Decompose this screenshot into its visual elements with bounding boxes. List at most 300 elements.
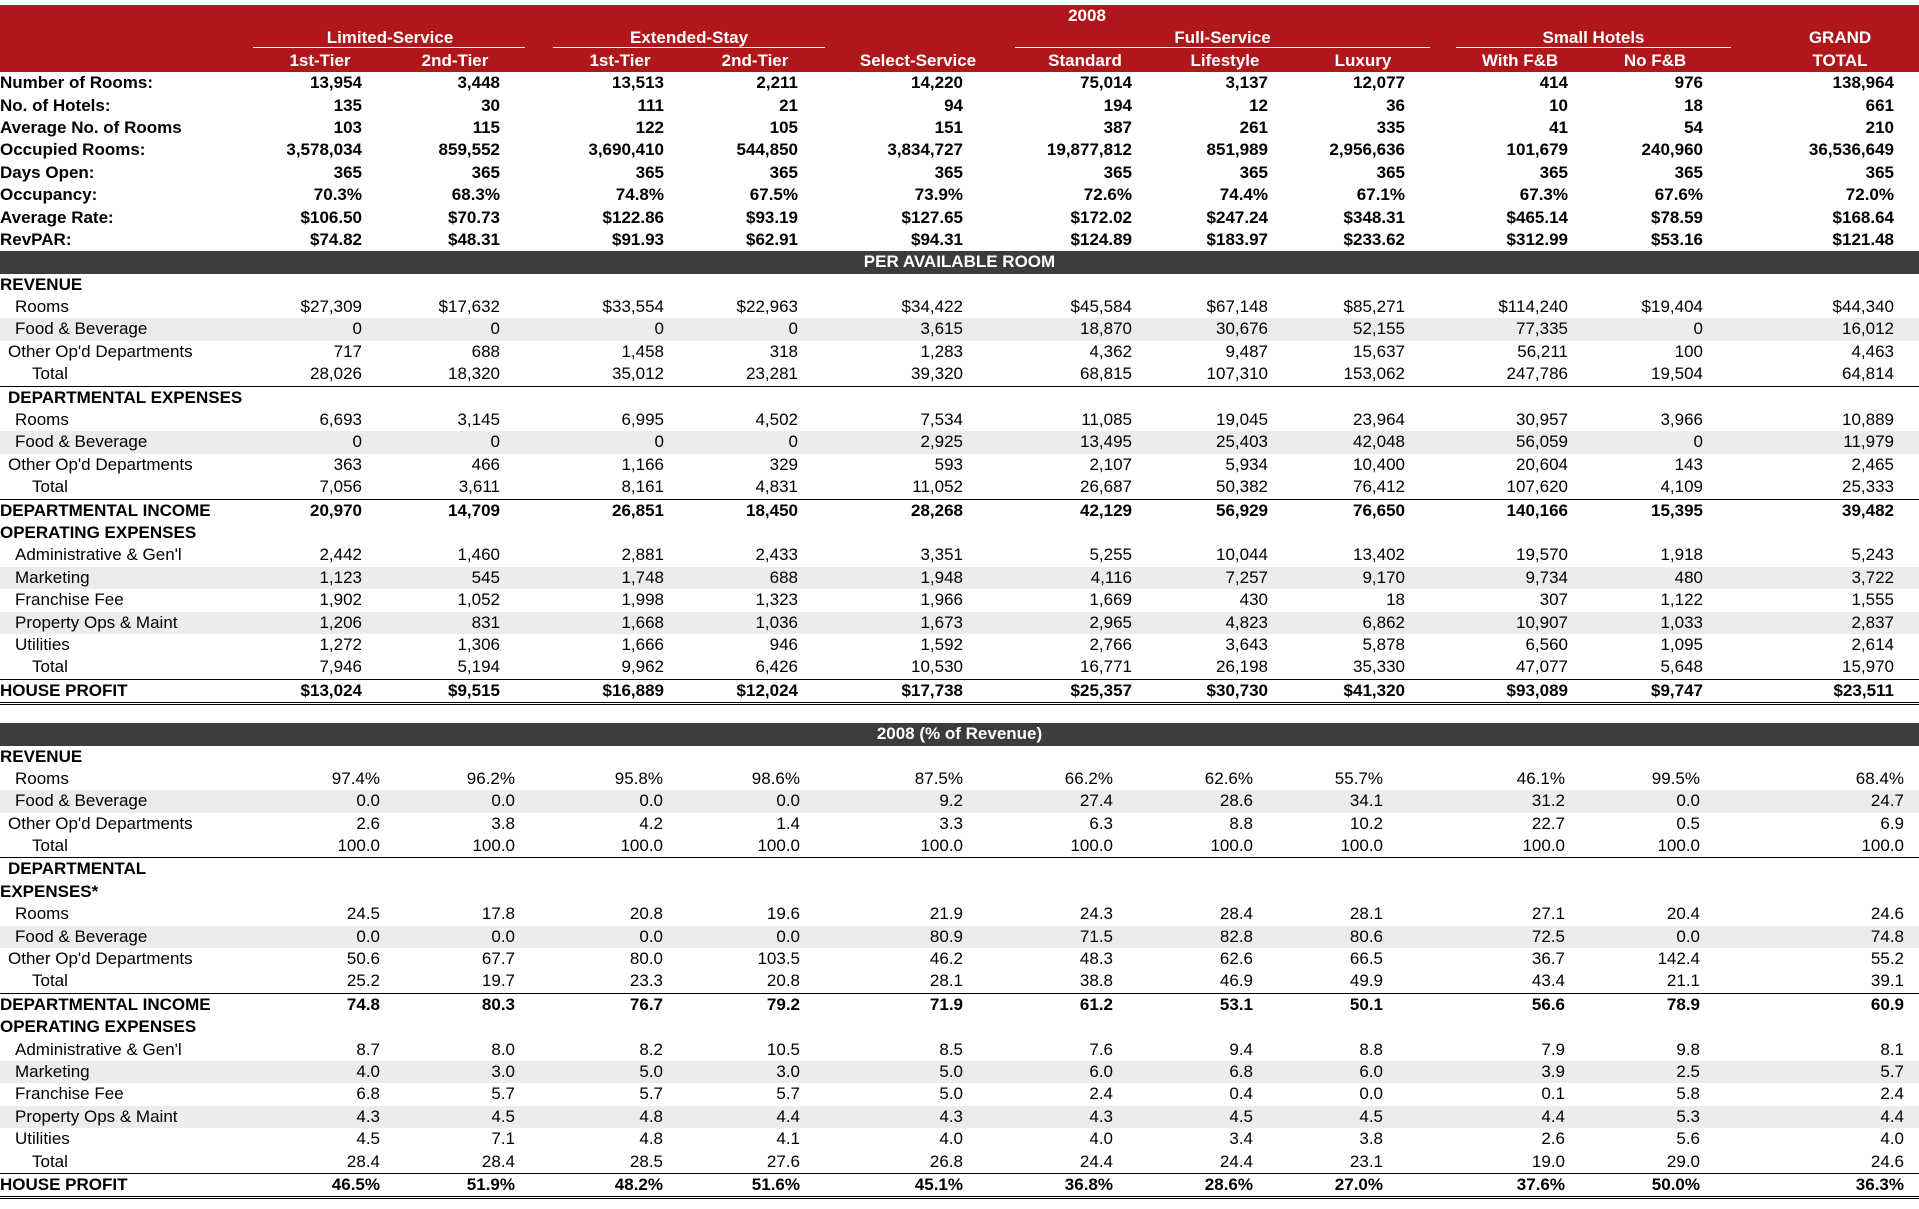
- row-value: 23.1: [1349, 1151, 1383, 1171]
- row-value: 2.4: [1089, 1084, 1113, 1104]
- stat-value: 68.3%: [451, 185, 500, 205]
- stat-value: 74.4%: [1219, 185, 1268, 205]
- row-value: 56,211: [1517, 341, 1568, 361]
- row-value: 7,534: [920, 410, 963, 430]
- row-value: 2,965: [1089, 612, 1132, 632]
- line-item-row: [0, 409, 1919, 431]
- stat-value: 365: [769, 162, 798, 182]
- row-value: $67,148: [1206, 297, 1268, 317]
- stat-value: 36: [1386, 95, 1405, 115]
- row-value: 3,145: [457, 410, 500, 430]
- stat-value: 365: [1239, 162, 1268, 182]
- stat-value: 194: [1103, 95, 1132, 115]
- stat-value: 210: [1865, 117, 1894, 137]
- stat-value: 387: [1103, 117, 1132, 137]
- row-value: 4.8: [639, 1106, 663, 1126]
- row-value: 100.0: [1861, 836, 1904, 856]
- row-value: 7,257: [1225, 567, 1268, 587]
- stat-value: 115: [472, 117, 500, 137]
- header-group-row: [0, 27, 1919, 49]
- row-value: 18,870: [1080, 319, 1132, 339]
- row-value: 4.5: [491, 1106, 515, 1126]
- row-value: 143: [1674, 454, 1703, 474]
- row-value: 28.4: [481, 1151, 515, 1171]
- column-header: TOTAL: [1812, 50, 1868, 70]
- row-value: 1,555: [1851, 590, 1894, 610]
- group-grand: GRAND: [1808, 28, 1872, 48]
- row-value: 1,966: [920, 590, 963, 610]
- row-value: 2,614: [1851, 634, 1894, 654]
- stat-value: 13,513: [612, 73, 664, 93]
- row-value: 60.9: [1870, 994, 1904, 1014]
- line-item-row: [0, 431, 1919, 453]
- stat-value: 151: [934, 117, 963, 137]
- row-value: 8.8: [1229, 813, 1253, 833]
- row-label: Total: [32, 971, 68, 991]
- row-value: 2,925: [920, 432, 963, 452]
- row-value: 80.0: [629, 949, 663, 969]
- year-header: 2008: [1068, 6, 1106, 25]
- stat-value: 3,137: [1225, 73, 1268, 93]
- row-value: 45.1%: [914, 1174, 963, 1194]
- row-value: 11,979: [1843, 432, 1894, 452]
- row-value: 3.8: [491, 813, 515, 833]
- row-value: 3.4: [1229, 1129, 1253, 1149]
- row-value: 8.2: [639, 1039, 663, 1059]
- row-value: 71.9: [929, 994, 963, 1014]
- row-value: 50,382: [1216, 477, 1268, 497]
- row-value: 0.0: [776, 926, 800, 946]
- row-value: 24.6: [1870, 904, 1904, 924]
- row-value: 7,946: [319, 657, 362, 677]
- row-value: 5.7: [491, 1084, 515, 1104]
- stat-row: [0, 207, 1919, 229]
- row-value: 6,560: [1525, 634, 1568, 654]
- stat-value: $127.65: [901, 207, 963, 227]
- row-value: $34,422: [901, 297, 963, 317]
- row-value: 0: [490, 319, 500, 339]
- column-header: Lifestyle: [1190, 50, 1260, 70]
- row-value: $13,024: [300, 680, 362, 700]
- row-value: 46.9: [1219, 971, 1253, 991]
- row-value: 26.8: [929, 1151, 963, 1171]
- row-label: Utilities: [15, 634, 70, 654]
- row-value: 3.0: [776, 1061, 800, 1081]
- row-value: $44,340: [1832, 297, 1894, 317]
- row-value: 9.8: [1676, 1039, 1700, 1059]
- row-value: 28.1: [1349, 904, 1383, 924]
- row-value: 5.7: [639, 1084, 663, 1104]
- row-value: $30,730: [1206, 680, 1268, 700]
- row-value: 0.5: [1676, 813, 1700, 833]
- row-value: 10.2: [1349, 813, 1383, 833]
- stat-value: $48.31: [448, 229, 500, 249]
- row-value: 56,929: [1216, 500, 1268, 520]
- row-value: 2.6: [356, 813, 380, 833]
- column-header: 2nd-Tier: [421, 50, 489, 70]
- row-value: 4.0: [1880, 1129, 1904, 1149]
- row-value: 7.1: [491, 1129, 515, 1149]
- row-value: 5,243: [1851, 545, 1894, 565]
- row-value: 9,487: [1225, 341, 1268, 361]
- stat-value: $53.16: [1651, 229, 1703, 249]
- row-value: 18,450: [746, 500, 798, 520]
- row-value: 2,837: [1851, 612, 1894, 632]
- row-value: 78.9: [1666, 994, 1700, 1014]
- row-value: 16,012: [1842, 319, 1894, 339]
- line-item-row: [0, 296, 1919, 318]
- section-percent-bar: [0, 723, 1919, 745]
- stat-label: Number of Rooms:: [0, 73, 153, 93]
- row-value: 24.4: [1219, 1151, 1253, 1171]
- row-label: Other Op'd Departments: [8, 454, 193, 474]
- row-value: 4,116: [1090, 567, 1132, 587]
- row-value: 26,198: [1216, 657, 1268, 677]
- row-value: 4,831: [755, 477, 798, 497]
- stat-value: $233.62: [1343, 229, 1405, 249]
- stat-value: 74.8%: [615, 185, 664, 205]
- row-value: 51.9%: [466, 1174, 515, 1194]
- row-value: 39,320: [911, 364, 963, 384]
- stat-value: 67.1%: [1356, 185, 1405, 205]
- row-value: $25,357: [1070, 680, 1132, 700]
- stat-value: $183.97: [1206, 229, 1268, 249]
- row-value: 0: [1693, 319, 1703, 339]
- row-label: REVENUE: [0, 746, 83, 766]
- stat-label: No. of Hotels:: [0, 95, 111, 115]
- row-label: Total: [32, 477, 68, 497]
- row-value: 22.7: [1531, 813, 1565, 833]
- row-value: 15,970: [1842, 657, 1894, 677]
- house-profit-row: [0, 680, 1919, 705]
- row-label: DEPARTMENTAL INCOME: [0, 994, 211, 1014]
- row-value: 5.8: [1676, 1084, 1700, 1104]
- row-value: 28.5: [629, 1151, 663, 1171]
- stat-value: $93.19: [746, 207, 798, 227]
- stat-value: 105: [769, 117, 798, 137]
- row-label: Marketing: [15, 1061, 90, 1081]
- row-value: 1,095: [1660, 634, 1703, 654]
- line-item-row: [0, 790, 1919, 812]
- column-header: 2nd-Tier: [721, 50, 789, 70]
- stat-value: 976: [1674, 73, 1703, 93]
- row-value: 1.4: [776, 813, 800, 833]
- header-column-row: [0, 50, 1919, 72]
- row-value: 1,033: [1660, 612, 1703, 632]
- line-item-row: [0, 1061, 1919, 1083]
- spacer: [0, 705, 1919, 723]
- row-value: 307: [1539, 590, 1568, 610]
- row-value: 2.4: [1880, 1084, 1904, 1104]
- row-value: 0: [788, 432, 798, 452]
- row-label: Other Op'd Departments: [8, 949, 193, 969]
- stat-value: 3,690,410: [588, 140, 664, 160]
- stat-value: $348.31: [1343, 207, 1405, 227]
- row-value: 51.6%: [751, 1174, 800, 1194]
- line-item-row: [0, 634, 1919, 656]
- line-item-row: [0, 589, 1919, 611]
- row-label: Total: [32, 1151, 68, 1171]
- section-heading-row: [0, 1016, 1919, 1038]
- row-value: $41,320: [1343, 680, 1405, 700]
- row-value: 100.0: [472, 836, 515, 856]
- row-label: DEPARTMENTAL EXPENSES: [8, 387, 243, 407]
- row-value: 100.0: [337, 836, 380, 856]
- stat-value: 365: [1103, 162, 1132, 182]
- stat-value: 73.9%: [914, 185, 963, 205]
- stat-value: 122: [635, 117, 664, 137]
- row-value: 30,676: [1216, 319, 1268, 339]
- line-item-row: [0, 813, 1919, 835]
- row-value: 6.8: [356, 1084, 380, 1104]
- group-small-hotels: Small Hotels: [1542, 28, 1645, 48]
- row-value: 36.7: [1531, 949, 1565, 969]
- row-value: 79.2: [766, 994, 800, 1014]
- row-value: 42,129: [1080, 500, 1132, 520]
- row-value: 19,570: [1516, 545, 1568, 565]
- row-label: Rooms: [15, 410, 69, 430]
- row-value: 35,330: [1353, 657, 1405, 677]
- row-value: 13,495: [1080, 432, 1132, 452]
- row-value: 4.4: [1541, 1106, 1565, 1126]
- row-label: Total: [32, 364, 68, 384]
- section-per-room-bar: [0, 251, 1919, 273]
- row-value: 107,310: [1206, 364, 1268, 384]
- line-item-row: [0, 612, 1919, 634]
- row-value: 9.2: [939, 791, 963, 811]
- row-value: 5.7: [776, 1084, 800, 1104]
- row-value: 24.6: [1870, 1151, 1904, 1171]
- row-label: Rooms: [15, 904, 69, 924]
- row-value: 0: [490, 432, 500, 452]
- row-value: 56.6: [1531, 994, 1565, 1014]
- row-value: 6.9: [1880, 813, 1904, 833]
- row-value: 1,283: [920, 341, 963, 361]
- row-label: DEPARTMENTAL: [8, 859, 147, 879]
- stat-value: 19,877,812: [1046, 140, 1132, 160]
- row-value: 7,056: [319, 477, 362, 497]
- stat-value: 41: [1549, 117, 1568, 137]
- row-value: 1,272: [319, 634, 362, 654]
- row-value: 23.3: [629, 971, 663, 991]
- row-value: 76.7: [629, 994, 663, 1014]
- row-value: 87.5%: [914, 768, 963, 788]
- stat-value: 14,220: [911, 73, 963, 93]
- column-header: 1st-Tier: [589, 50, 651, 70]
- row-value: 3.8: [1359, 1129, 1383, 1149]
- row-value: 4.5: [356, 1129, 380, 1149]
- line-item-row: [0, 544, 1919, 566]
- row-value: 9,170: [1362, 567, 1405, 587]
- row-value: 5.0: [939, 1084, 963, 1104]
- stat-value: $74.82: [310, 229, 362, 249]
- row-label: Total: [32, 836, 68, 856]
- stat-value: $91.93: [612, 229, 664, 249]
- row-label: EXPENSES*: [0, 881, 99, 901]
- row-value: 66.2%: [1064, 768, 1113, 788]
- line-item-row: [0, 1083, 1919, 1105]
- row-value: 5.7: [1880, 1061, 1904, 1081]
- row-value: 1,123: [319, 567, 362, 587]
- row-value: 1,998: [621, 590, 664, 610]
- row-value: 100.0: [1522, 836, 1565, 856]
- row-value: 107,620: [1506, 477, 1568, 497]
- stat-label: Occupied Rooms:: [0, 140, 146, 160]
- row-value: 3,615: [920, 319, 963, 339]
- stat-value: 261: [1239, 117, 1268, 137]
- row-value: 1,323: [755, 590, 798, 610]
- row-value: 8.7: [356, 1039, 380, 1059]
- stat-value: 67.6%: [1654, 185, 1703, 205]
- row-value: 5.0: [639, 1061, 663, 1081]
- row-label: Property Ops & Maint: [15, 612, 178, 632]
- row-value: 23,281: [746, 364, 798, 384]
- row-value: 80.9: [929, 926, 963, 946]
- row-value: 0.0: [356, 791, 380, 811]
- stat-row: [0, 229, 1919, 251]
- row-value: 38.8: [1079, 971, 1113, 991]
- row-value: 10,530: [911, 657, 963, 677]
- row-value: 329: [769, 454, 798, 474]
- row-value: 2,442: [319, 545, 362, 565]
- row-value: 46.2: [929, 949, 963, 969]
- row-value: 56,059: [1516, 432, 1568, 452]
- row-value: 4.0: [939, 1129, 963, 1149]
- total-row: [0, 476, 1919, 499]
- column-header: No F&B: [1623, 50, 1687, 70]
- row-value: 28,268: [911, 500, 963, 520]
- row-value: 2,766: [1089, 634, 1132, 654]
- stat-value: $121.48: [1832, 229, 1894, 249]
- stat-value: 18: [1684, 95, 1703, 115]
- row-value: 26,687: [1080, 477, 1132, 497]
- row-value: 4,109: [1660, 477, 1703, 497]
- stat-value: 365: [1539, 162, 1568, 182]
- row-value: 28.6: [1219, 791, 1253, 811]
- row-value: 50.0%: [1651, 1174, 1700, 1194]
- row-value: 247,786: [1506, 364, 1568, 384]
- stat-row: [0, 117, 1919, 139]
- row-label: Food & Beverage: [15, 791, 148, 811]
- row-value: $17,738: [901, 680, 963, 700]
- row-value: 1,166: [621, 454, 664, 474]
- stat-value: 365: [333, 162, 362, 182]
- row-label: HOUSE PROFIT: [0, 680, 128, 700]
- row-value: 49.9: [1349, 971, 1383, 991]
- row-value: 50.1: [1349, 994, 1383, 1014]
- row-value: 25,333: [1842, 477, 1894, 497]
- row-value: 0: [654, 319, 664, 339]
- section-percent-title: 2008 (% of Revenue): [876, 724, 1043, 744]
- row-value: 0.0: [356, 926, 380, 946]
- stat-value: $94.31: [911, 229, 963, 249]
- row-value: 4.5: [1359, 1106, 1383, 1126]
- stat-value: 21: [779, 95, 798, 115]
- line-item-row: [0, 926, 1919, 948]
- row-value: 16,771: [1080, 657, 1132, 677]
- section-heading-row: [0, 522, 1919, 544]
- stat-value: 54: [1684, 117, 1703, 137]
- row-value: 23,964: [1353, 410, 1405, 430]
- row-value: 100.0: [1210, 836, 1253, 856]
- row-value: 17.8: [481, 904, 515, 924]
- stat-value: $70.73: [448, 207, 500, 227]
- stat-value: 240,960: [1641, 140, 1703, 160]
- stat-value: 10: [1549, 95, 1568, 115]
- row-value: 24.4: [1079, 1151, 1113, 1171]
- row-value: 0.0: [1359, 1084, 1383, 1104]
- row-value: 66.5: [1349, 949, 1383, 969]
- row-value: 9,734: [1525, 567, 1568, 587]
- row-value: 13,402: [1353, 545, 1405, 565]
- row-value: 4.8: [639, 1129, 663, 1149]
- total-row: [0, 970, 1919, 993]
- line-item-row: [0, 948, 1919, 970]
- row-value: 11,052: [912, 477, 963, 497]
- row-value: 72.5: [1531, 926, 1565, 946]
- row-value: 96.2%: [466, 768, 515, 788]
- row-value: 3.0: [491, 1061, 515, 1081]
- column-header: Select-Service: [859, 50, 977, 70]
- line-item-row: [0, 567, 1919, 589]
- row-value: 4,502: [755, 410, 798, 430]
- row-value: 100.0: [1657, 836, 1700, 856]
- row-value: 10.5: [766, 1039, 800, 1059]
- row-value: 0.0: [639, 791, 663, 811]
- row-value: 28,026: [310, 364, 362, 384]
- row-label: Food & Beverage: [15, 319, 148, 339]
- row-value: 36.8%: [1064, 1174, 1113, 1194]
- row-value: 1,122: [1660, 590, 1703, 610]
- row-label: Franchise Fee: [15, 590, 124, 610]
- row-value: 4.1: [776, 1129, 800, 1149]
- row-value: 0.0: [491, 791, 515, 811]
- row-label: Other Op'd Departments: [8, 341, 193, 361]
- row-value: 5,878: [1362, 634, 1405, 654]
- row-value: 5.6: [1676, 1129, 1700, 1149]
- stat-label: Average Rate:: [0, 207, 114, 227]
- row-value: 20.4: [1666, 904, 1700, 924]
- row-value: 36.3%: [1855, 1174, 1904, 1194]
- stat-row: [0, 72, 1919, 94]
- line-item-row: [0, 318, 1919, 340]
- row-value: $17,632: [438, 297, 500, 317]
- row-value: 4.3: [356, 1106, 380, 1126]
- row-value: 99.5%: [1651, 768, 1700, 788]
- row-value: 80.6: [1349, 926, 1383, 946]
- row-value: 7.6: [1089, 1039, 1113, 1059]
- column-header: Standard: [1048, 50, 1122, 70]
- row-value: 0.1: [1541, 1084, 1565, 1104]
- row-value: 1,668: [621, 612, 664, 632]
- row-value: 6,995: [621, 410, 664, 430]
- row-value: 3.3: [939, 813, 963, 833]
- stat-row: [0, 162, 1919, 184]
- row-value: 27.6: [766, 1151, 800, 1171]
- row-value: 5.3: [1676, 1106, 1700, 1126]
- row-label: Other Op'd Departments: [8, 813, 193, 833]
- row-value: 25.2: [346, 971, 380, 991]
- row-value: 3,722: [1851, 567, 1894, 587]
- row-value: 0.4: [1229, 1084, 1253, 1104]
- section-heading-row: [0, 858, 1919, 880]
- row-value: 4.0: [356, 1061, 380, 1081]
- stat-value: 2,211: [756, 73, 798, 93]
- row-label: OPERATING EXPENSES: [0, 522, 197, 542]
- stat-value: 414: [1539, 73, 1568, 93]
- row-value: 18: [1386, 590, 1405, 610]
- stat-value: 365: [934, 162, 963, 182]
